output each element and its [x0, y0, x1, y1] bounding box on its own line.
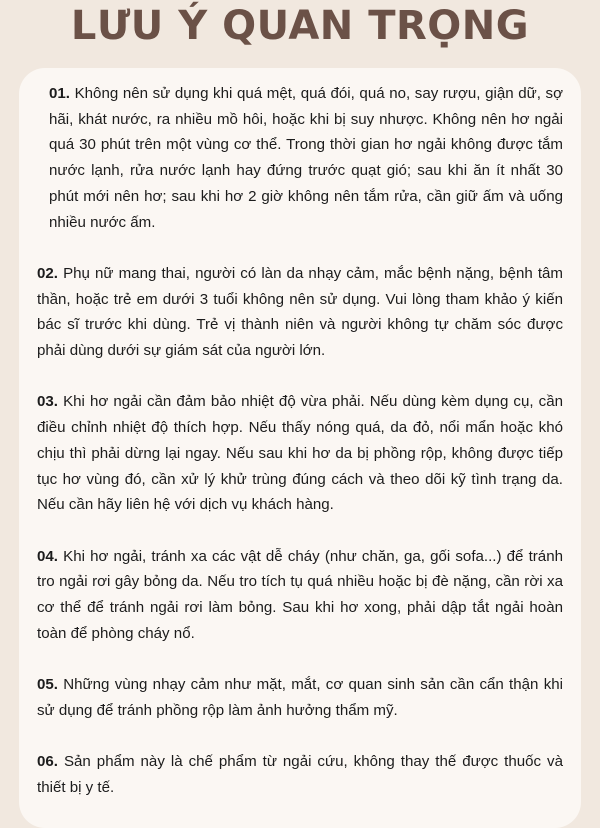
note-text: Phụ nữ mang thai, người có làn da nhạy cảm, mắc bệnh nặng, bệnh tâm thần, hoặc trẻ em dưới 3 tuổi không nên sử dụng. Vui lòng tham khảo ý kiến bác sĩ trước khi dùng. Trẻ vị thành niên và người không tự chăm sóc được phải dùng dưới sự giám sát của người lớn. [37, 264, 563, 360]
note-05 [37, 672, 563, 723]
note-number: 04. [37, 547, 58, 565]
note-04 [37, 544, 563, 647]
note-text: Sản phẩm này là chế phẩm từ ngải cứu, không thay thế được thuốc và thiết bị y tế. [37, 753, 563, 796]
note-number: 03. [37, 393, 58, 411]
note-text: Những vùng nhạy cảm như mặt, mắt, cơ quan sinh sản cần cẩn thận khi sử dụng để tránh phồng rộp làm ảnh hưởng thẩm mỹ. [37, 676, 563, 719]
note-number: 05. [37, 676, 58, 694]
note-03 [37, 389, 563, 518]
note-02 [37, 261, 563, 364]
note-text: Khi hơ ngải cần đảm bảo nhiệt độ vừa phải. Nếu dùng kèm dụng cụ, cần điều chỉnh nhiệt độ thích hợp. Nếu thấy nóng quá, da đỏ, nổi mẩn hoặc khó chịu thì phải dừng lại ngay. Nếu sau khi hơ da bị phồng rộp, không được tiếp tục hơ vùng đó, cần xử lý khử trùng đúng cách và theo dõi kỹ tình trạng da. Nếu cần hãy liên hệ với dịch vụ khách hàng. [37, 393, 563, 514]
page-title: LƯU Ý QUAN TRỌNG [70, 3, 530, 49]
note-06 [37, 749, 563, 800]
note-01 [37, 81, 563, 235]
note-number: 06. [37, 753, 58, 771]
notes-card [19, 68, 581, 828]
note-number: 02. [37, 264, 58, 282]
note-text: Không nên sử dụng khi quá mệt, quá đói, quá no, say rượu, giận dữ, sợ hãi, khát nước, ra nhiều mồ hôi, hoặc khi bị suy nhược. Không nên hơ ngải quá 30 phút trên một vùng cơ thể. Trong thời gian hơ ngải không được tắm nước lạnh, rửa nước lạnh hay đứng trước quạt gió; sau khi ăn ít nhất 30 phút mới nên hơ; sau khi hơ 2 giờ không nên tắm rửa, cần giữ ấm và uống nhiều nước ấm. [49, 85, 563, 231]
note-number: 01. [49, 85, 70, 102]
note-text: Khi hơ ngải, tránh xa các vật dễ cháy (như chăn, ga, gối sofa...) để tránh tro ngải rơi gây bỏng da. Nếu tro tích tụ quá nhiều hoặc bị đè nặng, cần rời xa cơ thể để tránh ngải rơi làm bỏng. Sau khi hơ xong, phải dập tắt ngải hoàn toàn để phòng cháy nổ. [37, 547, 563, 642]
